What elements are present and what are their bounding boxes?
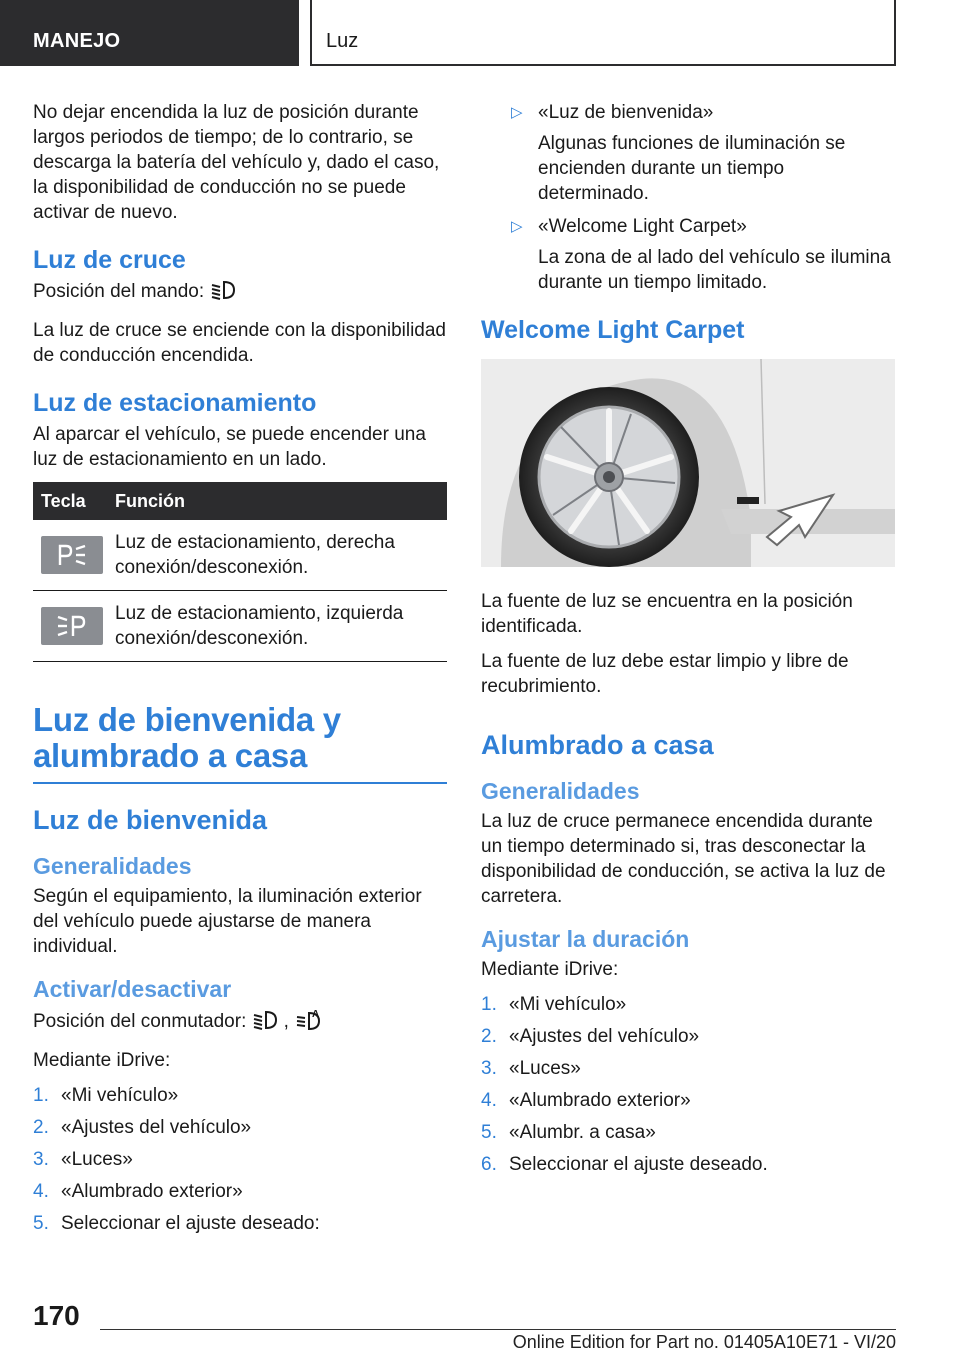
duration-steps-list	[481, 992, 895, 1177]
home-heading: Alumbrado a casa	[481, 730, 714, 760]
page-number: 170	[33, 1300, 80, 1331]
triangle-bullet-icon: ▷	[511, 218, 523, 235]
duration-heading: Ajustar la duración	[481, 926, 690, 952]
svg-text:A: A	[311, 1009, 320, 1020]
options-list	[481, 100, 895, 295]
switch-position: Posición del conmutador: , A	[33, 1007, 447, 1038]
low-beam-icon	[210, 279, 236, 308]
parking-heading: Luz de estacionamiento	[33, 389, 317, 417]
left-column	[33, 100, 447, 1243]
option-title: «Luz de bienvenida»	[538, 102, 714, 123]
list-item: 3. «Luces»	[481, 1058, 581, 1079]
list-item: 2. «Ajustes del vehículo»	[481, 1026, 700, 1047]
car-wheel-image	[481, 359, 895, 567]
table-cell-function: Luz de estacionamiento, izquierda conexión/desconexión.	[107, 591, 447, 662]
option-desc: La zona de al lado del vehículo se ilumina durante un tiempo limitado.	[538, 247, 891, 293]
option-title: «Welcome Light Carpet»	[538, 216, 747, 237]
triangle-bullet-icon: ▷	[511, 104, 523, 121]
welcome-subheading: Luz de bienvenida	[33, 805, 268, 835]
list-item: 4. «Alumbrado exterior»	[33, 1181, 243, 1202]
carpet-text-1: La fuente de luz se encuentra en la posición identificada.	[481, 591, 853, 637]
list-item: 5. Seleccionar el ajuste deseado:	[33, 1213, 320, 1234]
list-item: 4. «Alumbrado exterior»	[481, 1090, 691, 1111]
list-item	[481, 214, 895, 295]
low-beam-icon	[252, 1009, 278, 1038]
footer-divider	[100, 1329, 896, 1330]
home-general-heading: Generalidades	[481, 778, 640, 804]
list-item: 3. «Luces»	[33, 1149, 133, 1170]
edition-text: Online Edition for Part no. 01405A10E71 - VI/20	[512, 1332, 896, 1352]
general-heading: Generalidades	[33, 853, 192, 879]
section-label: MANEJO	[0, 0, 299, 66]
low-beam-position: Posición del mando:	[33, 279, 447, 308]
option-desc: Algunas funciones de iluminación se encienden durante un tiempo determinado.	[538, 133, 846, 204]
general-text: Según el equipamiento, la iluminación exterior del vehículo puede ajustarse de manera individual.	[33, 886, 422, 957]
table-cell-function: Luz de estacionamiento, derecha conexión/desconexión.	[107, 520, 447, 591]
table-header-key: Tecla	[33, 482, 107, 520]
right-column	[481, 100, 895, 1184]
parking-table	[33, 482, 447, 662]
activate-heading: Activar/desactivar	[33, 976, 232, 1002]
carpet-text-2: La fuente de luz debe estar limpio y libre de recubrimiento.	[481, 651, 849, 697]
welcome-main-heading: Luz de bienvenida y alumbrado a casa	[33, 702, 447, 784]
list-item: 2. «Ajustes del vehículo»	[33, 1117, 252, 1138]
chapter-label: Luz	[310, 0, 896, 66]
list-item: 1. «Mi vehículo»	[33, 1085, 179, 1106]
list-item	[481, 100, 895, 206]
list-item: 1. «Mi vehículo»	[481, 994, 627, 1015]
table-header-function: Función	[107, 482, 447, 520]
intro-paragraph: No dejar encendida la luz de posición durante largos periodos de tiempo; de lo contrario, se descarga la batería del vehículo y, dado el caso, la disponibilidad de conducción no se puede activar de nuevo.	[33, 102, 440, 223]
table-row	[33, 591, 447, 662]
idrive-label: Mediante iDrive:	[33, 1050, 171, 1071]
table-row	[33, 520, 447, 591]
list-item: 6. Seleccionar el ajuste deseado.	[481, 1154, 768, 1175]
parking-light-left-icon	[41, 607, 103, 645]
idrive-label: Mediante iDrive:	[481, 959, 619, 980]
auto-light-icon	[295, 1007, 323, 1038]
activate-steps-list	[33, 1083, 447, 1236]
parking-text: Al aparcar el vehículo, se puede encender una luz de estacionamiento en un lado.	[33, 424, 426, 470]
low-beam-heading: Luz de cruce	[33, 246, 186, 274]
list-item: 5. «Alumbr. a casa»	[481, 1122, 656, 1143]
parking-light-right-icon	[41, 536, 103, 574]
home-general-text: La luz de cruce permanece encendida durante un tiempo determinado si, tras desconectar la disponibilidad de conducción, se activa la luz de carretera.	[481, 811, 886, 907]
page-header	[0, 0, 960, 66]
page-footer	[0, 1296, 960, 1362]
carpet-heading: Welcome Light Carpet	[481, 316, 745, 344]
low-beam-text: La luz de cruce se enciende con la disponibilidad de conducción encendida.	[33, 320, 446, 366]
